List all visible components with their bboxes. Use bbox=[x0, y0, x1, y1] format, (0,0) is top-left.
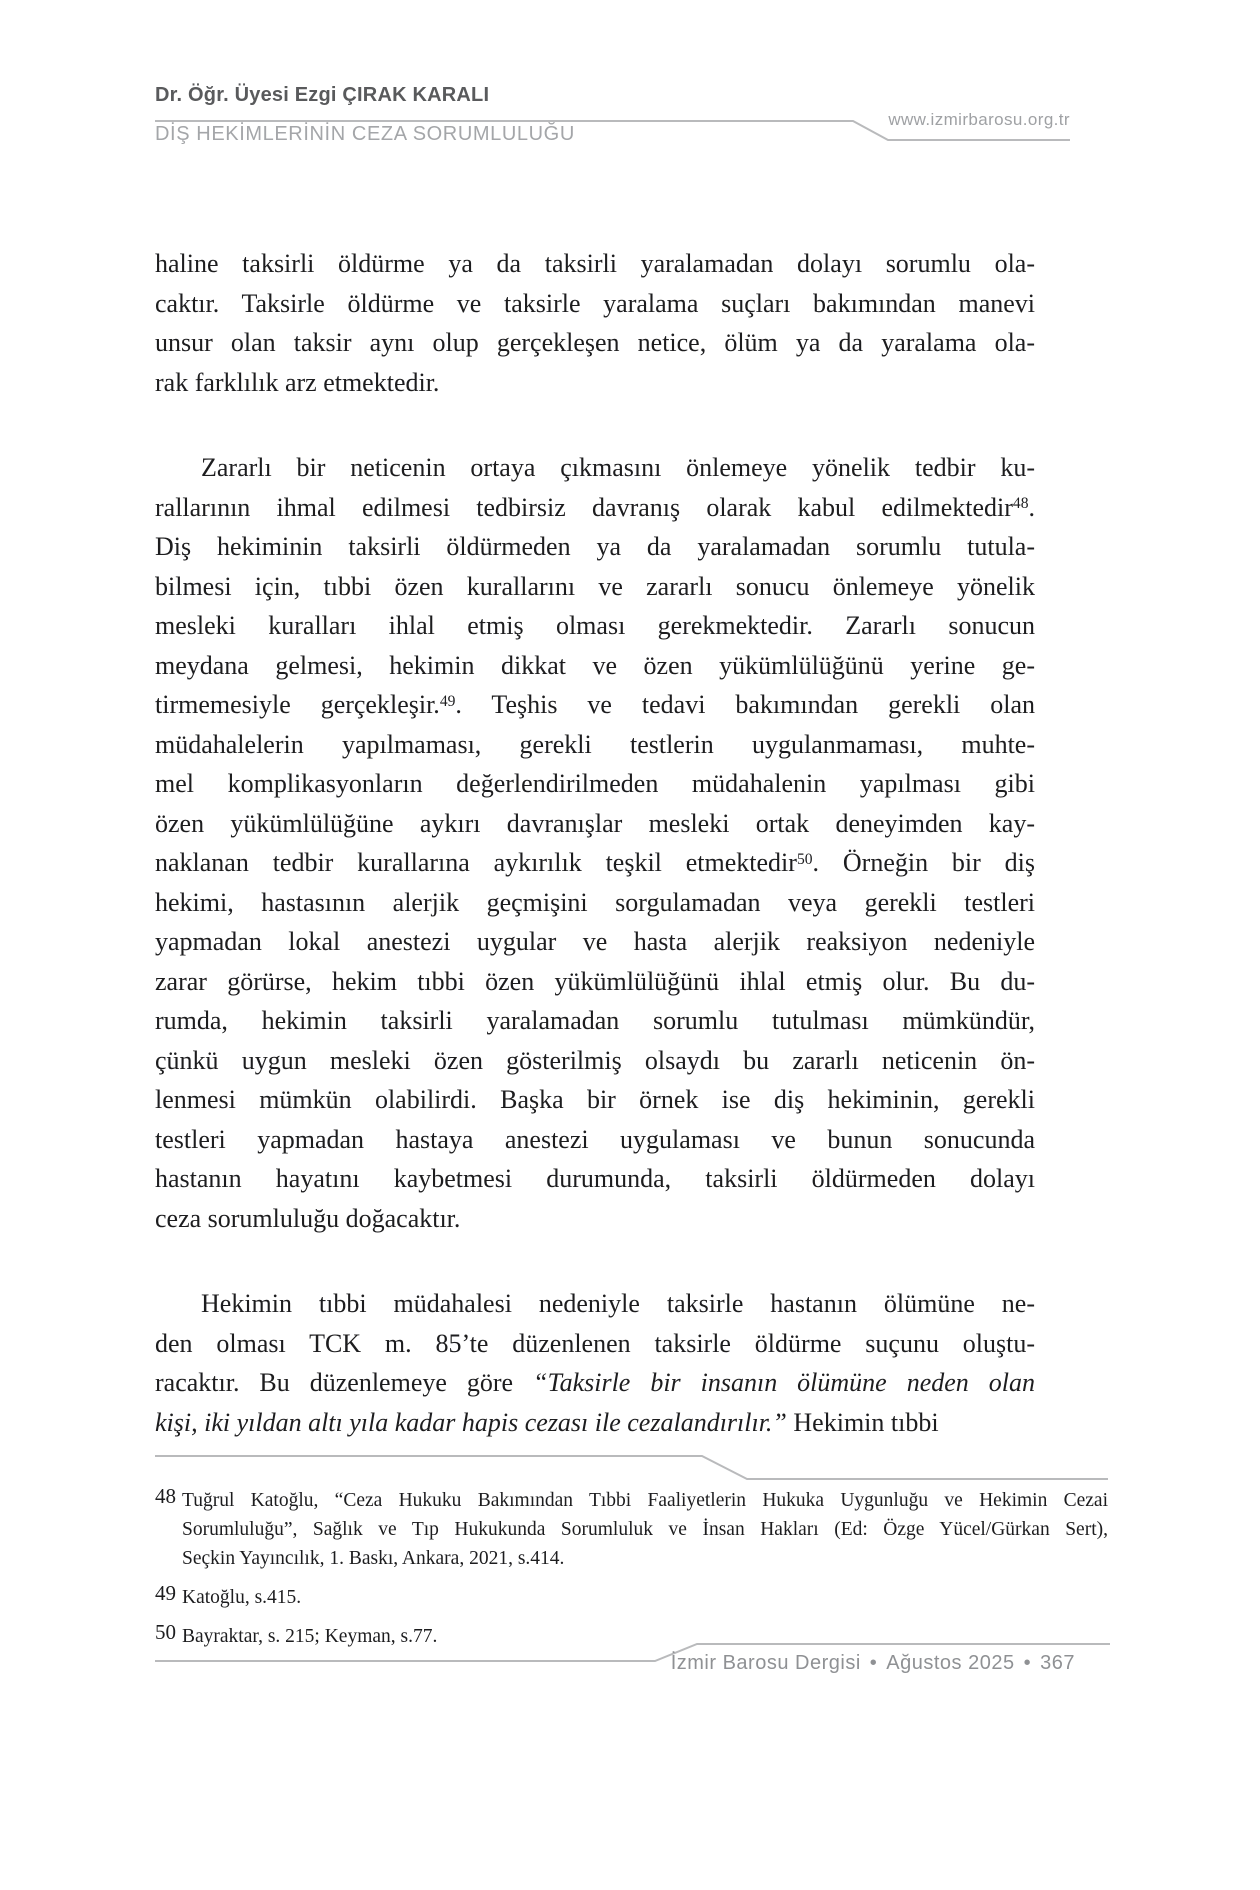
website-url: www.izmirbarosu.org.tr bbox=[888, 110, 1070, 129]
paragraph bbox=[155, 448, 1035, 1238]
footnote-number: 50 bbox=[155, 1620, 176, 1644]
body-line: çünkü uygun mesleki özen gösterilmiş olsaydı bu zararlı neticenin ön- bbox=[155, 1045, 1035, 1075]
paragraph bbox=[155, 1284, 1035, 1442]
issue-date: Ağustos 2025 bbox=[886, 1652, 1015, 1674]
footnote-line: Seçkin Yayıncılık, 1. Baskı, Ankara, 2021, s.414. bbox=[182, 1548, 565, 1569]
body-line: tirmemesiyle gerçekleşir.$^{49}$. Teşhis ve tedavi bakımından gerekli olan bbox=[155, 690, 1035, 719]
author-name: Dr. Öğr. Üyesi Ezgi ÇIRAK KARALI bbox=[155, 84, 490, 106]
body-line: yapmadan lokal anestezi uygular ve hasta alerjik reaksiyon nedeniyle bbox=[155, 927, 1035, 956]
body-line: kişi, iki yıldan altı yıla kadar hapis cezası ile cezalandırılır.” Hekimin tıbbi bbox=[155, 1407, 939, 1437]
footnote-number: 49 bbox=[155, 1581, 176, 1605]
footer-bullet: • bbox=[869, 1652, 878, 1674]
footnote-line: Sorumluluğu”, Sağlık ve Tıp Hukukunda Sorumluluk ve İnsan Hakları (Ed: Özge Yücel/Gürkan Sert), bbox=[182, 1519, 1108, 1540]
body-line: özen yükümlülüğüne aykırı davranışlar mesleki ortak deneyimden kay- bbox=[155, 808, 1035, 838]
body-line: meydana gelmesi, hekimin dikkat ve özen yükümlülüğünü yerine ge- bbox=[155, 650, 1035, 680]
body-line: caktır. Taksirle öldürme ve taksirle yaralama suçları bakımından manevi bbox=[155, 288, 1035, 318]
page-number: 367 bbox=[1040, 1652, 1075, 1674]
footnote-line: Katoğlu, s.415. bbox=[182, 1587, 302, 1608]
body-line: zarar görürse, hekim tıbbi özen yükümlülüğünü ihlal etmiş olur. Bu du- bbox=[155, 966, 1035, 996]
footnote-text bbox=[182, 1622, 1108, 1651]
footnote bbox=[155, 1622, 1108, 1651]
body-line: Zararlı bir neticenin ortaya çıkmasını önlemeye yönelik tedbir ku- bbox=[201, 453, 1035, 482]
body-line: rallarının ihmal edilmesi tedbirsiz davranış olarak kabul edilmektedir$^{48}$. bbox=[155, 492, 1035, 522]
footnote-line: Bayraktar, s. 215; Keyman, s.77. bbox=[182, 1626, 438, 1647]
body-line: Diş hekiminin taksirli öldürmeden ya da yaralamadan sorumlu tutula- bbox=[155, 532, 1035, 561]
paragraph bbox=[155, 244, 1035, 402]
body-line: mel komplikasyonların değerlendirilmeden müdahalenin yapılması gibi bbox=[155, 769, 1035, 798]
body-line: ceza sorumluluğu doğacaktır. bbox=[155, 1203, 461, 1233]
footnote-number: 48 bbox=[155, 1484, 176, 1508]
body-line: hastanın hayatını kaybetmesi durumunda, taksirli öldürmeden dolayı bbox=[155, 1164, 1035, 1193]
body-line: hekimi, hastasının alerjik geçmişini sorgulamadan veya gerekli testleri bbox=[155, 887, 1035, 917]
body-line: den olması TCK m. 85’te düzenlenen taksirle öldürme suçunu oluştu- bbox=[155, 1328, 1035, 1358]
footnote-text bbox=[182, 1486, 1108, 1573]
body-line: bilmesi için, tıbbi özen kurallarını ve zararlı sonucu önlemeye yönelik bbox=[155, 571, 1035, 601]
body-line: testleri yapmadan hastaya anestezi uygulaması ve bunun sonucunda bbox=[155, 1124, 1035, 1154]
body-line: rak farklılık arz etmektedir. bbox=[155, 367, 440, 397]
body-line: rumda, hekimin taksirli yaralamadan sorumlu tutulması mümkündür, bbox=[155, 1006, 1035, 1035]
footer-bullet: • bbox=[1023, 1652, 1032, 1674]
body-line: mesleki kuralları ihlal etmiş olması gerekmektedir. Zararlı sonucun bbox=[155, 611, 1035, 640]
body-line: müdahalelerin yapılmaması, gerekli testlerin uygulanmaması, muhte- bbox=[155, 729, 1035, 759]
footnotes bbox=[155, 1486, 1108, 1651]
footnote bbox=[155, 1583, 1108, 1612]
journal-name: İzmir Barosu Dergisi bbox=[670, 1652, 861, 1674]
article-title: DİŞ HEKİMLERİNİN CEZA SORUMLULUĞU bbox=[155, 123, 575, 145]
body-line: racaktır. Bu düzenlemeye göre “Taksirle bir insanın ölümüne neden olan bbox=[155, 1368, 1035, 1397]
body-line: haline taksirli öldürme ya da taksirli yaralamadan dolayı sorumlu ola- bbox=[155, 249, 1035, 278]
page-footer bbox=[671, 1652, 1075, 1675]
body-line: lenmesi mümkün olabilirdi. Başka bir örnek ise diş hekiminin, gerekli bbox=[155, 1085, 1035, 1114]
footnote bbox=[155, 1486, 1108, 1573]
article-body bbox=[155, 244, 1035, 1442]
footnote-line: Tuğrul Katoğlu, “Ceza Hukuku Bakımından Tıbbi Faaliyetlerin Hukuka Uygunluğu ve Hekimin Cezai bbox=[182, 1490, 1108, 1511]
footnote-text bbox=[182, 1583, 1108, 1612]
body-line: naklanan tedbir kurallarına aykırılık teşkil etmektedir$^{50}$. Örneğin bir diş bbox=[155, 848, 1035, 877]
footnote-separator-rule bbox=[155, 1456, 1108, 1479]
body-line: unsur olan taksir aynı olup gerçekleşen netice, ölüm ya da yaralama ola- bbox=[155, 328, 1035, 357]
body-line: Hekimin tıbbi müdahalesi nedeniyle taksirle hastanın ölümüne ne- bbox=[201, 1289, 1035, 1318]
